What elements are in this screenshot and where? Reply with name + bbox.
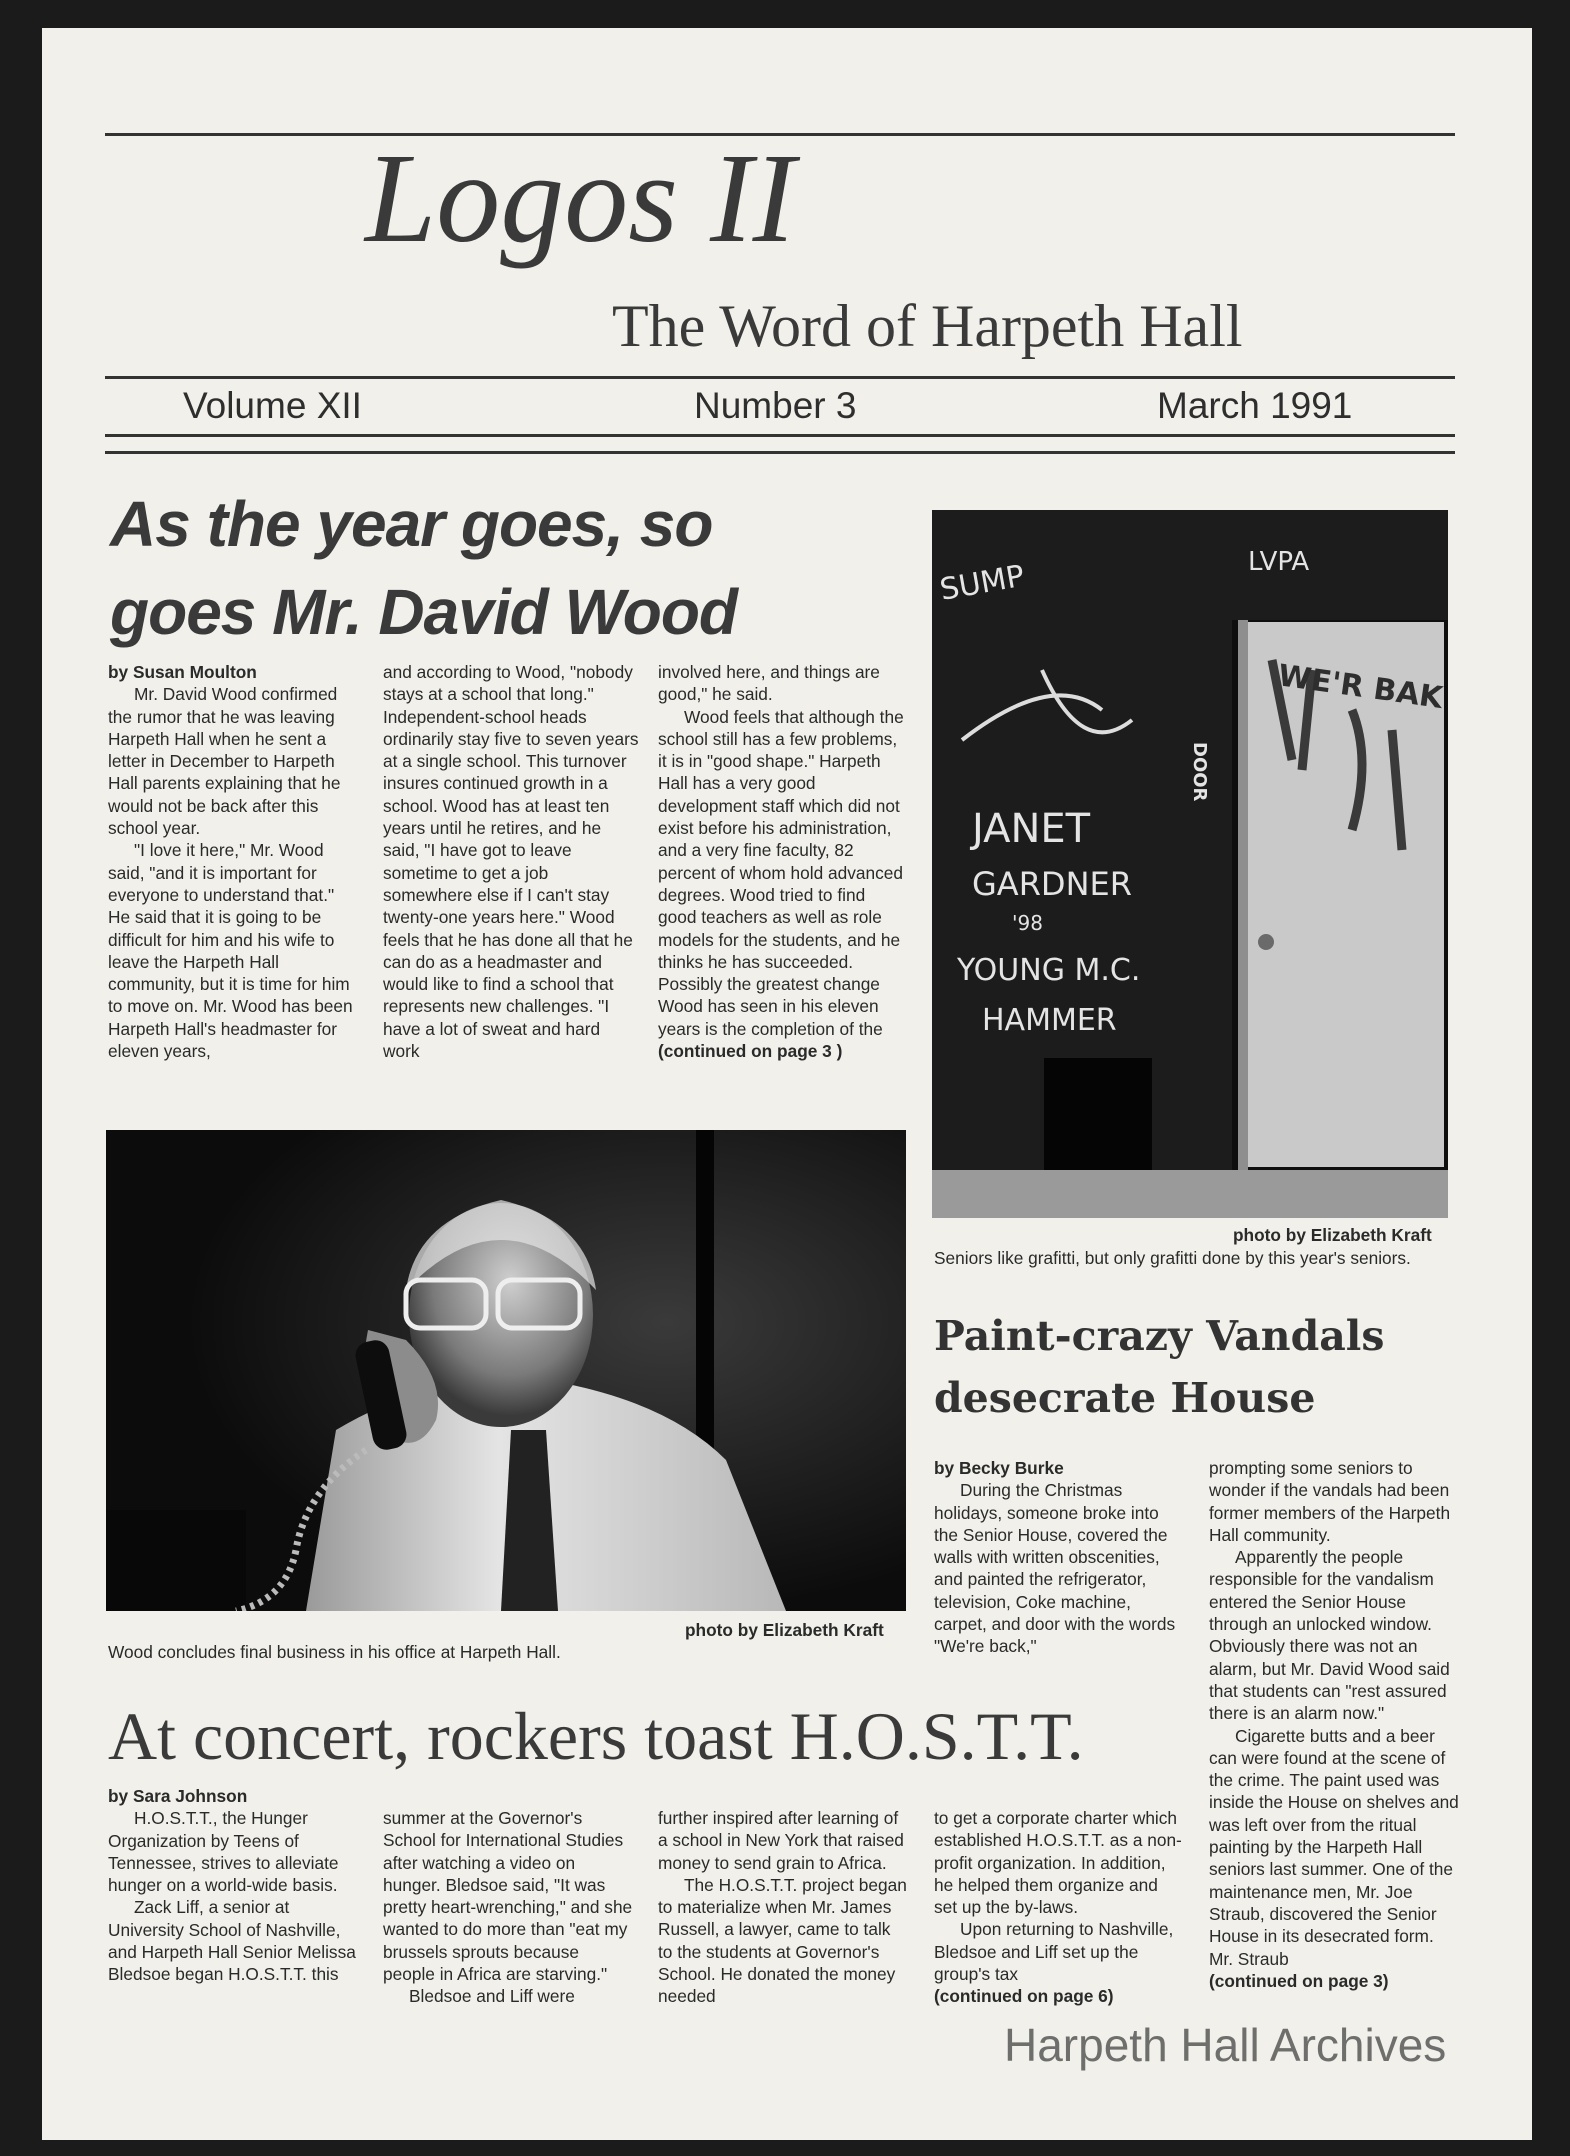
wood-column-2 — [383, 661, 639, 1062]
graffiti-photo — [932, 510, 1448, 1218]
archives-watermark: Harpeth Hall Archives — [1004, 2019, 1447, 2071]
wood-col3-para-1: involved here, and things are good," he said. — [658, 662, 880, 705]
wood-photo-caption: Wood concludes final business in his office at Harpeth Hall. — [108, 1642, 561, 1662]
wood-column-3 — [658, 661, 908, 1062]
vandals-byline: by Becky Burke — [934, 1458, 1064, 1478]
masthead-mid-rule — [105, 376, 1455, 379]
hostt-byline: by Sara Johnson — [108, 1786, 248, 1806]
wood-continued-link[interactable]: (continued on page 3 ) — [658, 1041, 843, 1062]
masthead-rule-lower-2 — [105, 451, 1455, 454]
masthead-subtitle: The Word of Harpeth Hall — [612, 293, 1243, 359]
hostt-col4-para-1: to get a corporate charter which established H.O.S.T.T. as a non-profit organization. In addition, he helped them organize and set up the by-laws. — [934, 1808, 1182, 1918]
wood-col3-para-2: Wood feels that although the school still has a few problems, it is in "good shape." Harpeth Hall has a very good development staff which did not exist before his administration, and a very fine faculty, 82 percent of whom hold advanced degrees. Wood tried to find good teachers as well as role models for the students, and he thinks he has succeeded. Possibly the greatest change Wood has seen in his eleven years is the completion of the — [658, 706, 904, 1039]
vandals-col2-para-3: Cigarette butts and a beer can were found at the scene of the crime. The paint used was inside the House on shelves and was left over from the ritual painting by the Harpeth Hall seniors last summer. One of the maintenance men, Mr. Joe Straub, discovered the Senior House in its desecrated form. Mr. Straub — [1209, 1725, 1459, 1969]
vandals-col1-para-1: During the Christmas holidays, someone broke into the Senior House, covered the walls with written obscenities, and painted the refrigerator, television, Coke machine, carpet, and door with the words "We're back," — [934, 1480, 1176, 1657]
graffiti-janet: JANET — [972, 806, 1091, 852]
hostt-column-1 — [108, 1785, 358, 1986]
wood-photo-illustration — [106, 1130, 906, 1611]
graffiti-photo-caption: Seniors like grafitti, but only grafitti done by this year's seniors. — [934, 1248, 1411, 1268]
vandals-column-2 — [1209, 1457, 1459, 1992]
wood-photo-credit: photo by Elizabeth Kraft — [685, 1620, 884, 1640]
hostt-col2-para-1: summer at the Governor's School for International Studies after watching a video on hunger. Bledsoe said, "It was pretty heart-wrenching," and she wanted to do more than "eat my brussels sprouts because people in Africa are starving." — [383, 1808, 633, 1985]
issue-volume: Volume XII — [183, 385, 362, 426]
graffiti-door-text: WE'R BAK — [1275, 658, 1445, 716]
graffiti-photo-credit: photo by Elizabeth Kraft — [1233, 1225, 1432, 1245]
hostt-headline: At concert, rockers toast H.O.S.T.T. — [108, 1698, 1084, 1774]
graffiti-corner: LVPA — [1248, 547, 1310, 577]
hostt-col3-para-1: further inspired after learning of a school in New York that raised money to send grain to Africa. — [658, 1808, 904, 1873]
graffiti-sump: SUMP — [937, 558, 1028, 608]
graffiti-young-mc: YOUNG M.C. — [957, 953, 1141, 988]
vandals-headline-line1: Paint-crazy Vandals — [934, 1312, 1385, 1360]
issue-number: Number 3 — [694, 385, 857, 426]
wood-col1-para-1: Mr. David Wood confirmed the rumor that he was leaving Harpeth Hall when he sent a letter in December to Harpeth Hall parents explaining that he would not be back after this school year. — [108, 684, 341, 839]
vandals-column-1 — [934, 1457, 1184, 1658]
vandals-col2-para-1: prompting some seniors to wonder if the vandals had been former members of the Harpeth Hall community. — [1209, 1458, 1451, 1545]
hostt-column-2 — [383, 1807, 633, 2008]
graffiti-gardner: GARDNER — [972, 865, 1132, 903]
masthead-rule-lower-1 — [105, 434, 1455, 437]
masthead-title: Logos II — [365, 127, 796, 269]
vandals-continued-link[interactable]: (continued on page 3) — [1209, 1970, 1389, 1991]
hostt-col3-para-2: The H.O.S.T.T. project began to materialize when Mr. James Russell, a lawyer, came to talk to the students at Governor's School. He donated the money needed — [658, 1874, 907, 2007]
wood-office-photo — [106, 1130, 906, 1611]
hostt-column-3 — [658, 1807, 908, 2008]
graffiti-door-label: DOOR — [1189, 742, 1210, 802]
graffiti-number: '98 — [1012, 911, 1043, 935]
wood-col1-para-2: "I love it here," Mr. Wood said, "and it is important for everyone to understand that." He said that it is going to be difficult for him and his wife to leave the Harpeth Hall community, but it is time for him to move on. Mr. Wood has been Harpeth Hall's headmaster for eleven years, — [108, 840, 353, 1062]
hostt-col2-para-2: Bledsoe and Liff were — [409, 1986, 575, 2007]
hostt-continued-link[interactable]: (continued on page 6) — [934, 1986, 1114, 2007]
vandals-col2-para-2: Apparently the people responsible for the vandalism entered the Senior House through an unlocked window. Obviously there was not an alarm, but Mr. David Wood said that students can "rest assured there is an alarm now." — [1209, 1547, 1450, 1724]
hostt-col1-para-1: H.O.S.T.T., the Hunger Organization by Teens of Tennessee, strives to alleviate hunger on a world-wide basis. — [108, 1808, 339, 1896]
hostt-col1-para-2: Zack Liff, a senior at University School of Nashville, and Harpeth Hall Senior Melissa Bledsoe began H.O.S.T.T. this — [108, 1897, 356, 1985]
wood-byline: by Susan Moulton — [108, 662, 257, 682]
wood-headline-line2: goes Mr. David Wood — [110, 576, 737, 648]
vandals-headline-line2: desecrate House — [934, 1374, 1316, 1422]
hostt-col4-para-2: Upon returning to Nashville, Bledsoe and Liff set up the group's tax — [934, 1919, 1174, 1985]
graffiti-hammer: HAMMER — [982, 1003, 1117, 1038]
wood-column-1 — [108, 661, 358, 1062]
wood-col2-para-1: and according to Wood, "nobody stays at a school that long." Independent-school heads ordinarily stay five to seven years at a single school. This turnover insures continued growth in a school. Wood has at least ten years until he retires, and he said, "I have got to leave sometime to get a job somewhere else if I can't stay twenty-one years here." Wood feels that he has done all that he can do as a headmaster and would like to find a school that represents new challenges. "I have a lot of sweat and hard work — [383, 662, 639, 1062]
issue-date: March 1991 — [1157, 385, 1353, 426]
hostt-column-4 — [934, 1807, 1184, 2008]
graffiti-photo-illustration — [932, 510, 1448, 1218]
wood-headline-line1: As the year goes, so — [110, 488, 713, 560]
